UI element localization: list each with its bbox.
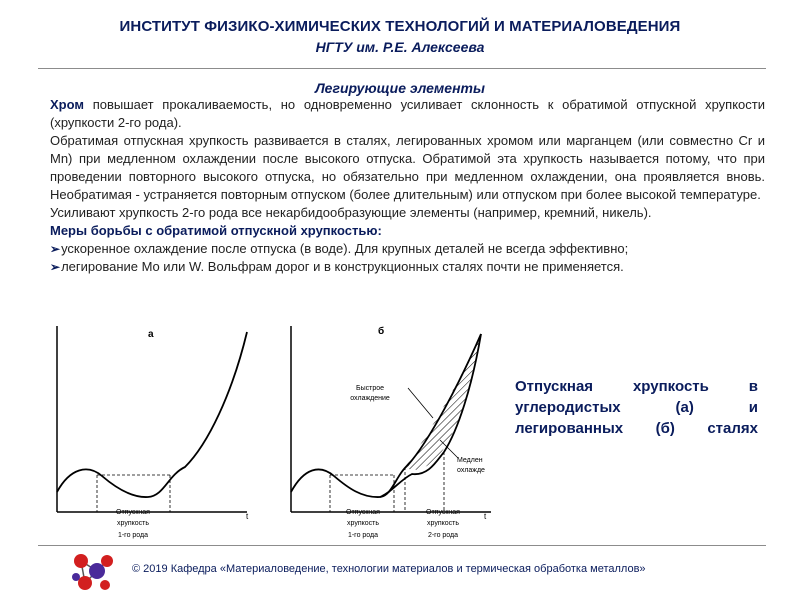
fast-cooling-label-1: Быстрое <box>355 385 385 392</box>
caption-line: легированных (б) сталях <box>515 420 758 437</box>
footer-copyright: © 2019 Кафедра «Материаловедение, технологии материалов и термическая обработка металлов» <box>132 563 646 575</box>
university-subtitle: НГТУ им. Р.Е. Алексеева <box>315 39 485 55</box>
panel-b-label: б <box>378 326 385 337</box>
paragraph-elements: Усиливают хрупкость 2-го рода все некарбидообразующие элементы (например, кремний, никель). <box>50 205 652 220</box>
keyword-chromium: Хром <box>50 97 84 112</box>
zone-a-label-3: 1-го рода <box>117 532 149 539</box>
panel-a <box>57 326 249 539</box>
arrow-bullet-icon: ➢ <box>50 242 61 256</box>
zone-b2-label-1: Отпускная <box>426 509 460 516</box>
fast-cooling-pointer <box>408 388 433 418</box>
panel-b-t-label: t <box>484 512 487 521</box>
panel-a-label: а <box>148 329 154 340</box>
bullet-item <box>50 258 765 276</box>
zone-a-label-1: Отпускная <box>116 509 150 516</box>
header-divider <box>38 68 766 69</box>
measures-heading: Меры борьбы с обратимой отпускной хрупкостью: <box>50 223 382 238</box>
arrow-bullet-icon: ➢ <box>50 260 61 274</box>
bullet-text: легирование Mo или W. Вольфрам дорог и в конструкционных сталях почти не применяется. <box>61 259 624 274</box>
panel-b-hatched-area <box>405 334 481 470</box>
molecule-logo-icon <box>67 547 115 595</box>
panel-a-curve <box>57 332 247 497</box>
brittleness-figure <box>40 322 500 542</box>
caption-line: углеродистых (а) и <box>515 399 758 416</box>
bullet-text: ускоренное охлаждение после отпуска (в воде). Для крупных деталей не всегда эффективно; <box>61 241 629 256</box>
slow-cooling-label-1: Медлен <box>457 457 483 464</box>
section-title: Легирующие элементы <box>315 80 485 96</box>
institute-title: ИНСТИТУТ ФИЗИКО-ХИМИЧЕСКИХ ТЕХНОЛОГИЙ И МАТЕРИАЛОВЕДЕНИЯ <box>119 18 681 35</box>
slow-cooling-label-2: охлажде <box>457 467 485 474</box>
panel-a-t-label: t <box>246 512 249 521</box>
figure-caption <box>515 376 758 439</box>
zone-b2-label-2: хрупкость <box>427 520 459 527</box>
zone-a-label-2: хрупкость <box>117 520 149 527</box>
paragraph-reversible: Обратимая отпускная хрупкость развивается в сталях, легированных хромом или марганцем (или совместно Cr и Mn) при медленном охлаждении после высокого отпуска. Обратимой эта хрупкость называется потому, что при проведении повторного высокого отпуска, но обязательно при медленном охлаждении, она проявляется вновь. Необратимая - устраняется повторным отпуском (более длительным) или отпуском при более высокой температуре. <box>50 133 765 202</box>
paragraph-chromium-text: повышает прокаливаемость, но одновременно усиливает склонность к обратимой отпускной хрупкости (хрупкости 2-го рода). <box>50 97 765 130</box>
footer-divider <box>38 545 766 546</box>
zone-b2-label-3: 2-го рода <box>427 532 459 539</box>
zone-b1-label-2: хрупкость <box>347 520 379 527</box>
fast-cooling-label-2: охлаждение <box>350 395 390 402</box>
panel-b <box>291 325 491 539</box>
body-text <box>50 96 765 276</box>
paragraph-chromium <box>50 96 765 132</box>
page-header <box>0 18 800 55</box>
caption-line: Отпускная хрупкость в <box>515 378 758 395</box>
zone-b1-label-1: Отпускная <box>346 509 380 516</box>
bullet-item <box>50 240 765 258</box>
zone-b1-label-3: 1-го рода <box>347 532 379 539</box>
